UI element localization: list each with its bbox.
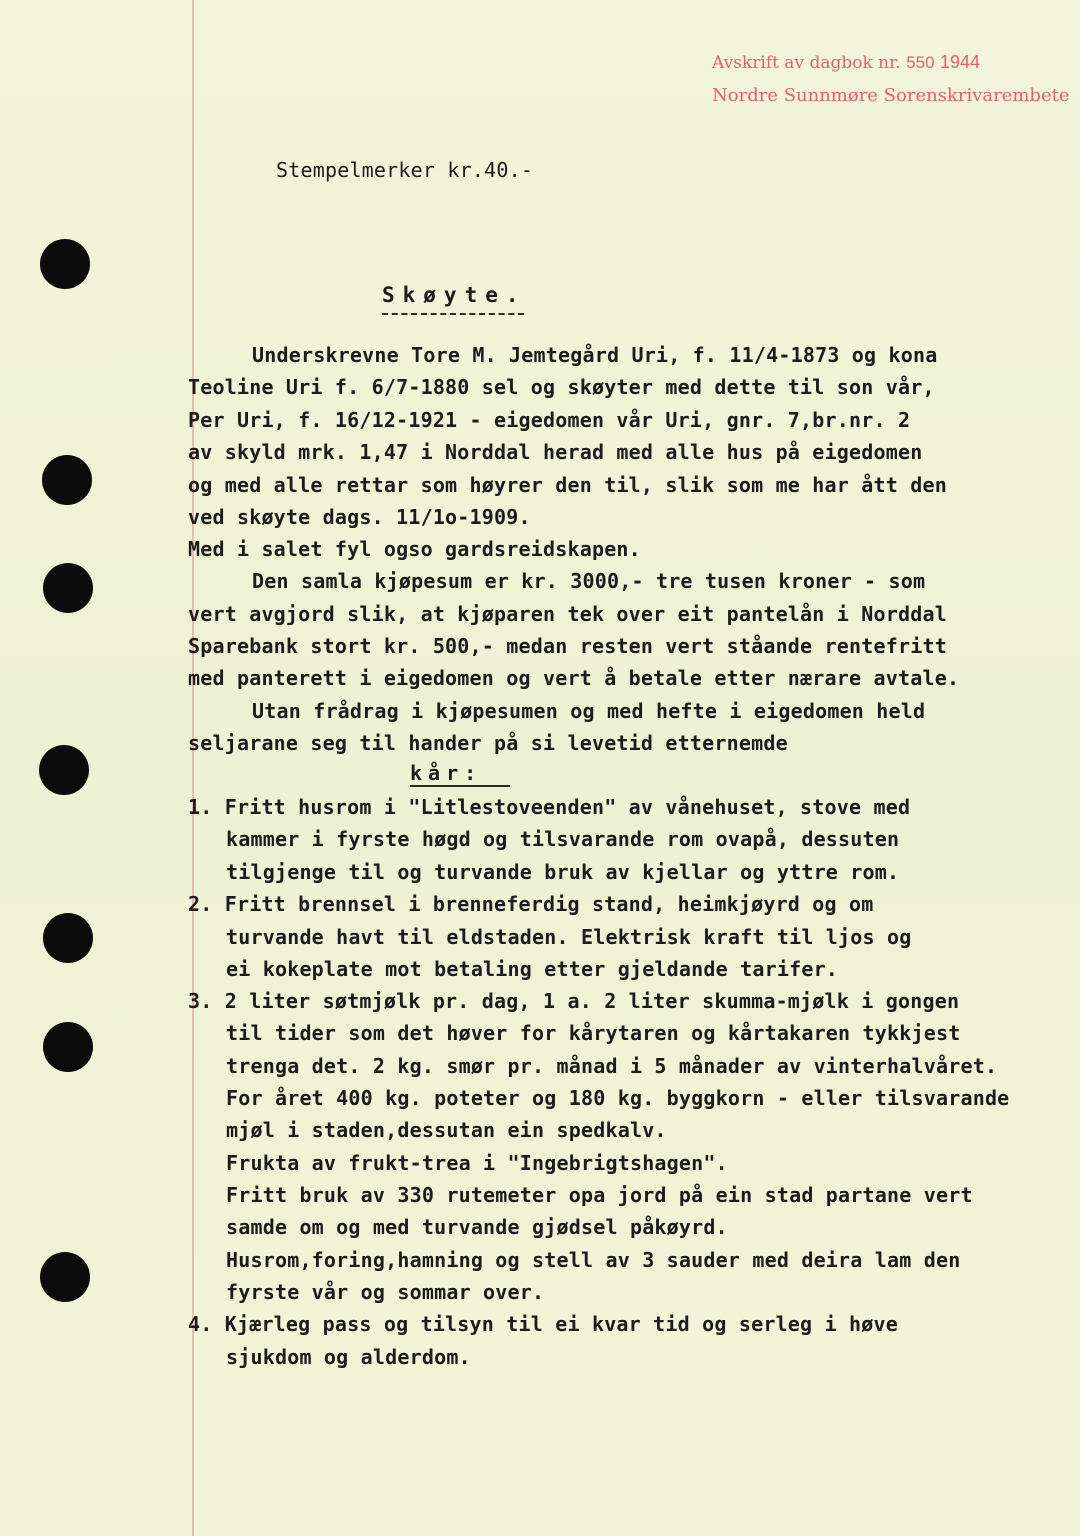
body-line: Underskrevne Tore M. Jemtegård Uri, f. 11/4-1873 og kona [252, 343, 938, 367]
list-line: sjukdom og alderdom. [226, 1345, 471, 1369]
body-line: av skyld mrk. 1,47 i Norddal herad med alle hus på eigedomen [188, 440, 923, 464]
list-line: tilgjenge til og turvande bruk av kjellar og yttre rom. [226, 860, 900, 884]
list-line: Husrom,foring,hamning og stell av 3 sauder med deira lam den [226, 1248, 961, 1272]
stamp-prefix: Avskrift av dagbok nr. [712, 53, 901, 73]
body-line: seljarane seg til hander på si levetid etternemde [188, 731, 788, 755]
margin-line [192, 0, 194, 1536]
body-line: Utan frådrag i kjøpesumen og med hefte i eigedomen held [252, 699, 926, 723]
punch-hole [43, 563, 93, 613]
punch-hole [43, 913, 93, 963]
punch-hole [40, 239, 90, 289]
list-line: fyrste vår og sommar over. [226, 1280, 545, 1304]
body-line: Sparebank stort kr. 500,- medan resten vert ståande rentefritt [188, 634, 947, 658]
list-line: trenga det. 2 kg. smør pr. månad i 5 månader av vinterhalvåret. [226, 1054, 998, 1078]
document-title: Skøyte. [382, 283, 527, 307]
body-line: ved skøyte dags. 11/1o-1909. [188, 505, 531, 529]
list-line: For året 400 kg. poteter og 180 kg. byggkorn - eller tilsvarande [226, 1086, 1010, 1110]
kar-heading: kår: [410, 761, 483, 785]
body-line: Teoline Uri f. 6/7-1880 sel og skøyter med dette til son vår, [188, 375, 935, 399]
list-line: 2. Fritt brennsel i brenneferdig stand, heimkjøyrd og om [188, 892, 874, 916]
punch-hole [43, 1022, 93, 1072]
body-line: Den samla kjøpesum er kr. 3000,- tre tusen kroner - som [252, 569, 926, 593]
list-line: ei kokeplate mot betaling etter gjeldande tarifer. [226, 957, 839, 981]
list-line: 3. 2 liter søtmjølk pr. dag, 1 a. 2 liter skumma-mjølk i gongen [188, 989, 960, 1013]
body-line: Per Uri, f. 16/12-1921 - eigedomen vår Uri, gnr. 7,br.nr. 2 [188, 408, 911, 432]
stamp-fee-note: Stempelmerker kr.40.- [276, 158, 534, 182]
body-line: vert avgjord slik, at kjøparen tek over eit pantelån i Norddal [188, 602, 947, 626]
list-line: til tider som det høver for kårytaren og kårtakaren tykkjest [226, 1021, 961, 1045]
archive-stamp-office: Nordre Sunnmøre Sorenskrivarembete [712, 85, 1070, 106]
stamp-year: 1944 [939, 52, 981, 72]
punch-hole [42, 455, 92, 505]
punch-hole [40, 1252, 90, 1302]
list-line: samde om og med turvande gjødsel påkøyrd. [226, 1215, 728, 1239]
list-line: 1. Fritt husrom i "Litlestoveenden" av vånehuset, stove med [188, 795, 911, 819]
body-line: Med i salet fyl ogso gardsreidskapen. [188, 537, 641, 561]
list-line: mjøl i staden,dessutan ein spedkalv. [226, 1118, 667, 1142]
list-line: kammer i fyrste høgd og tilsvarande rom ovapå, dessuten [226, 827, 900, 851]
punch-hole [39, 745, 89, 795]
list-line: Fritt bruk av 330 rutemeter opa jord på ein stad partane vert [226, 1183, 973, 1207]
list-line: Frukta av frukt-trea i "Ingebrigtshagen". [226, 1151, 728, 1175]
list-line: turvande havt til eldstaden. Elektrisk kraft til ljos og [226, 925, 912, 949]
archive-stamp-line1 [712, 52, 980, 73]
body-line: med panterett i eigedomen og vert å betale etter nærare avtale. [188, 666, 960, 690]
kar-underline [410, 785, 510, 787]
list-line: 4. Kjærleg pass og tilsyn til ei kvar tid og serleg i høve [188, 1312, 898, 1336]
stamp-number: 550 [906, 53, 935, 72]
body-line: og med alle rettar som høyrer den til, slik som me har ått den [188, 473, 947, 497]
title-underline [382, 313, 524, 315]
